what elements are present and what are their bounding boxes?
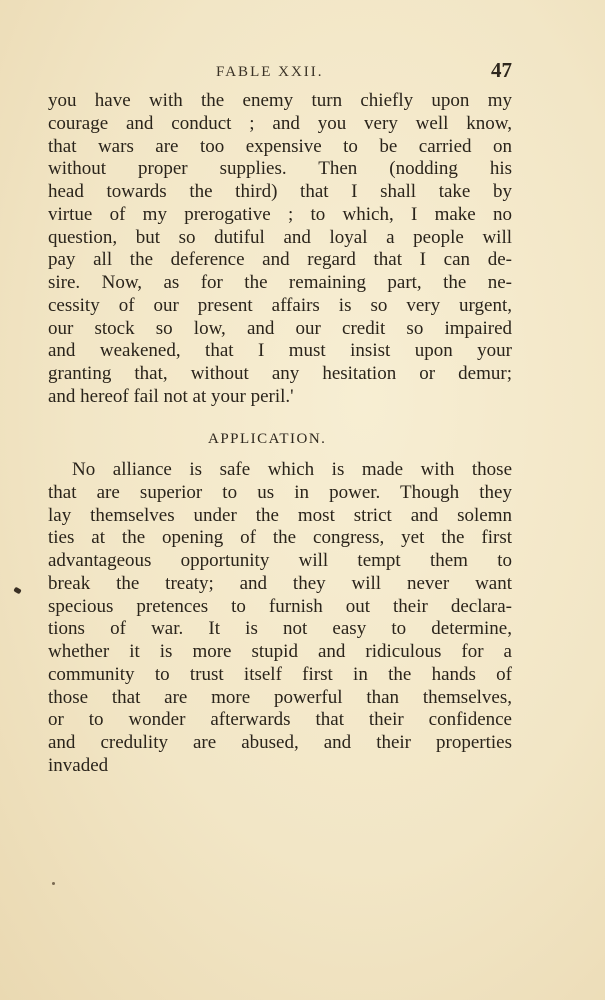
text-line: No alliance is safe which is made with those xyxy=(72,459,512,480)
text-line: that wars are too expensive to be carried on xyxy=(48,135,512,157)
text-line: sire. Now, as for the remaining part, the ne- xyxy=(48,272,512,293)
text-line: that are superior to us in power. Though they xyxy=(48,481,512,503)
page-number: 47 xyxy=(491,58,512,82)
text-line: community to trust itself first in the hands of xyxy=(48,663,512,685)
text-line: head towards the third) that I shall take by xyxy=(48,181,512,202)
ink-speck xyxy=(52,882,55,885)
text-line: tions of war. It is not easy to determine, xyxy=(48,618,512,640)
text-line: specious pretences to furnish out their declara- xyxy=(48,595,512,617)
text-line: invaded xyxy=(48,754,109,776)
text-line: advantageous opportunity will tempt them to xyxy=(48,550,512,571)
text-line: or to wonder afterwards that their confidence xyxy=(48,709,512,731)
text-line: whether it is more stupid and ridiculous for a xyxy=(48,641,512,662)
text-line: and weakened, that I must insist upon your xyxy=(48,340,512,362)
text-line: without proper supplies. Then (nodding his xyxy=(48,158,512,180)
text-line: pay all the deference and regard that I can de- xyxy=(48,249,512,271)
text-line: lay themselves under the most strict and solemn xyxy=(48,504,512,526)
paragraph-fable-ending xyxy=(48,90,512,409)
text-line: granting that, without any hesitation or demur; xyxy=(48,363,512,384)
paragraph-application xyxy=(48,459,512,778)
text-line: those that are more powerful than themselves, xyxy=(48,686,512,708)
text-line: you have with the enemy turn chiefly upon my xyxy=(48,90,512,111)
text-line: break the treaty; and they will never want xyxy=(48,572,512,594)
section-heading-application: APPLICATION. xyxy=(208,431,327,447)
page-header xyxy=(48,58,512,86)
text-line: courage and conduct ; and you very well know, xyxy=(48,112,512,134)
text-line: virtue of my prerogative ; to which, I make no xyxy=(48,203,512,225)
text-line: question, but so dutiful and loyal a people will xyxy=(48,226,512,248)
text-line: and hereof fail not at your peril.' xyxy=(48,385,294,407)
text-line: our stock so low, and our credit so impaired xyxy=(48,317,512,339)
text-line: and credulity are abused, and their properties xyxy=(48,732,512,753)
text-line: cessity of our present affairs is so very urgent, xyxy=(48,294,512,316)
ink-speck xyxy=(13,587,22,595)
text-line: ties at the opening of the congress, yet the first xyxy=(48,527,512,549)
running-head: FABLE XXII. xyxy=(216,64,324,80)
